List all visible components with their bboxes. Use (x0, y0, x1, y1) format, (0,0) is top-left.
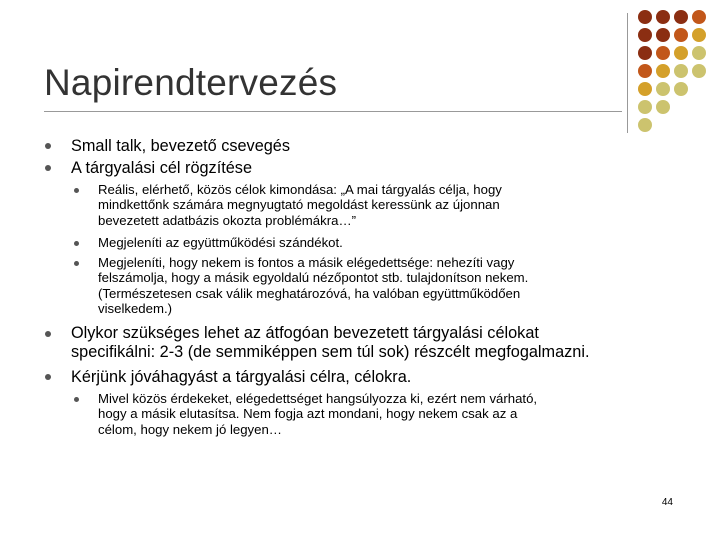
decor-dot (656, 82, 670, 96)
decor-dot (656, 46, 670, 60)
sub-bullet-text (98, 182, 502, 228)
bullet-line: Mivel közös érdekeket, elégedettséget hangsúlyozza ki, ezért nem várható, (98, 391, 538, 406)
decor-dot (692, 28, 706, 42)
decor-dot (692, 10, 706, 24)
decorative-dot-grid (0, 0, 720, 140)
decor-dot (692, 64, 706, 78)
decor-dot (638, 10, 652, 24)
decor-dot (674, 64, 688, 78)
bullet-line: célom, hogy nekem jó legyen… (98, 421, 282, 437)
bullet-marker (45, 374, 51, 380)
decor-dot (638, 46, 652, 60)
decor-dot (638, 64, 652, 78)
decor-dot (638, 28, 652, 42)
decor-dot (674, 28, 688, 42)
bullet-marker (45, 165, 51, 171)
bullet-text (71, 324, 590, 361)
decor-dot (638, 82, 652, 96)
decor-dot (656, 100, 670, 114)
sub-bullet-marker (74, 241, 79, 246)
decor-dot (638, 118, 652, 132)
bullet-text (71, 137, 290, 156)
bullet-text (71, 368, 411, 387)
sub-bullet-marker (74, 261, 79, 266)
bullet-marker (45, 143, 51, 149)
sub-bullet-text (98, 391, 537, 437)
decor-dot (656, 28, 670, 42)
decor-dot (656, 64, 670, 78)
bullet-line: bevezetett adatbázis okozta problémákra…” (98, 212, 357, 228)
decor-dot (674, 46, 688, 60)
bullet-text (71, 159, 252, 178)
bullet-line: Megjeleníti, hogy nekem is fontos a másik elégedettsége: nehezíti vagy (98, 255, 515, 270)
bullet-marker (45, 331, 51, 337)
sub-bullet-text (98, 235, 343, 250)
sub-bullet-marker (74, 188, 79, 193)
bullet-line: (Természetesen csak válik meghatározóvá, ha valóban együttműködően (98, 285, 521, 301)
bullet-line: mindkettőnk számára megnyugtató megoldást keressünk az újonnan (98, 197, 500, 213)
bullet-line: Small talk, bevezető csevegés (71, 137, 291, 155)
bullet-line: Reális, elérhető, közös célok kimondása: „A mai tárgyalás célja, hogy (98, 182, 502, 197)
decor-dot (674, 82, 688, 96)
bullet-line: felszámolja, hogy a másik egyoldalú nézőpontot stb. tulajdonítson nekem. (98, 270, 529, 286)
sub-bullet-marker (74, 397, 79, 402)
bullet-line: A tárgyalási cél rögzítése (71, 159, 252, 177)
bullet-line: Megjeleníti az együttműködési szándékot. (98, 235, 343, 250)
slide-title: Napirendtervezés (44, 62, 338, 103)
bullet-line: Kérjünk jóváhagyást a tárgyalási célra, célokra. (71, 368, 412, 386)
bullet-line: viselkedem.) (98, 300, 173, 316)
decor-dot (638, 100, 652, 114)
decor-dot (692, 46, 706, 60)
sub-bullet-text (98, 255, 528, 316)
bullet-line: Olykor szükséges lehet az átfogóan bevezetett tárgyalási célokat (71, 324, 539, 342)
decor-dot (674, 10, 688, 24)
decor-dot (656, 10, 670, 24)
bullet-line: specifikálni: 2-3 (de semmiképpen sem túl sok) részcélt megfogalmazni. (71, 342, 590, 361)
bullet-line: hogy a másik elutasítsa. Nem fogja azt mondani, hogy nekem csak az a (98, 406, 518, 422)
page-number: 44 (661, 497, 673, 508)
